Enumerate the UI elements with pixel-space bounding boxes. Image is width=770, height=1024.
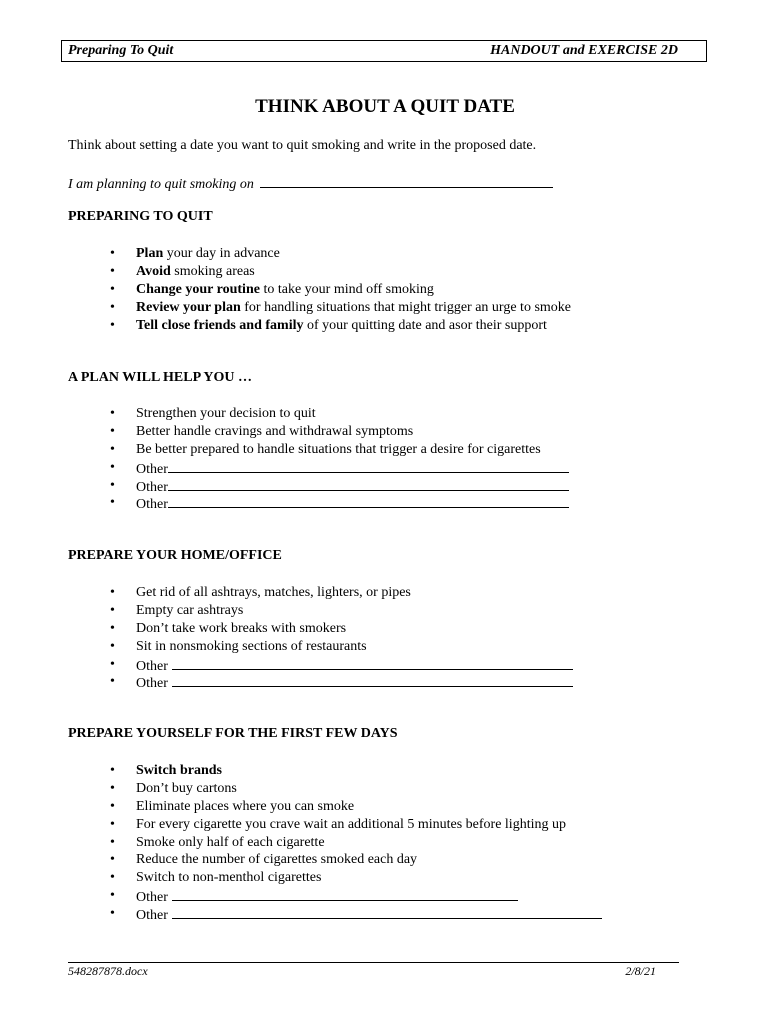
other-blank[interactable]	[168, 459, 569, 473]
list-item	[108, 816, 602, 834]
footer-date: 2/8/21	[625, 964, 656, 978]
plan-date-line	[68, 174, 553, 193]
item-text: to take your mind off smoking	[259, 281, 434, 297]
intro-text: Think about setting a date you want to quit smoking and write in the proposed date.	[68, 138, 537, 153]
list-item	[108, 834, 602, 852]
item-text: Other	[136, 658, 168, 674]
list-home-office	[108, 584, 573, 691]
list-item	[108, 602, 573, 620]
list-item	[108, 887, 602, 905]
item-text: Switch to non-menthol cigarettes	[136, 870, 322, 886]
list-item	[108, 869, 602, 887]
item-text: For every cigarette you crave wait an additional 5 minutes before lighting up	[136, 816, 566, 832]
item-text: Other	[136, 676, 168, 692]
other-blank[interactable]	[172, 656, 573, 670]
item-bold: Tell close friends and family	[136, 317, 304, 333]
heading-first-few-days: PREPARE YOURSELF FOR THE FIRST FEW DAYS	[68, 726, 398, 741]
footer-divider	[68, 962, 679, 963]
list-item	[108, 459, 569, 477]
item-text: Other	[136, 890, 168, 906]
item-text: Get rid of all ashtrays, matches, lighters, or pipes	[136, 585, 411, 600]
item-text: for handling situations that might trigger an urge to smoke	[240, 299, 571, 315]
item-text: Be better prepared to handle situations that trigger a desire for cigarettes	[136, 441, 541, 457]
heading-home-office: PREPARE YOUR HOME/OFFICE	[68, 548, 282, 563]
other-blank[interactable]	[168, 477, 569, 491]
item-text: Switch brands	[136, 763, 222, 778]
list-item	[108, 494, 569, 512]
list-item	[108, 620, 573, 638]
list-item	[108, 405, 569, 423]
list-item	[108, 673, 573, 691]
list-item	[108, 762, 602, 780]
list-item	[108, 851, 602, 869]
heading-preparing-to-quit: PREPARING TO QUIT	[68, 209, 213, 224]
item-bold: Avoid	[136, 263, 171, 279]
list-item	[108, 441, 569, 459]
item-text: your day in advance	[163, 246, 280, 261]
list-plan-will-help	[108, 405, 569, 512]
list-item	[108, 798, 602, 816]
list-item	[108, 263, 571, 281]
other-blank[interactable]	[172, 887, 518, 901]
list-item	[108, 281, 571, 299]
plan-date-label: I am planning to quit smoking on	[68, 177, 254, 192]
item-text: Strengthen your decision to quit	[136, 406, 316, 421]
item-bold: Change your routine	[136, 281, 260, 297]
list-item	[108, 317, 571, 335]
item-text: Other	[136, 461, 168, 477]
list-item	[108, 245, 571, 263]
footer-filename: 548287878.docx	[68, 964, 148, 978]
list-preparing-to-quit	[108, 245, 571, 334]
item-bold: Review your plan	[136, 299, 241, 315]
page-header	[61, 40, 707, 62]
item-text: Don’t buy cartons	[136, 780, 237, 796]
other-blank[interactable]	[172, 673, 573, 687]
item-text: Sit in nonsmoking sections of restaurants	[136, 638, 367, 654]
other-blank[interactable]	[172, 905, 602, 919]
other-blank[interactable]	[168, 494, 569, 508]
item-text: Don’t take work breaks with smokers	[136, 620, 347, 636]
item-text: Smoke only half of each cigarette	[136, 834, 325, 850]
list-item	[108, 656, 573, 674]
item-text: Better handle cravings and withdrawal symptoms	[136, 423, 414, 439]
item-text: Reduce the number of cigarettes smoked each day	[136, 852, 418, 868]
item-text: Other	[136, 479, 168, 495]
list-item	[108, 299, 571, 317]
item-text: Other	[136, 908, 168, 924]
item-text: Empty car ashtrays	[136, 602, 244, 618]
item-text: Other	[136, 497, 168, 513]
plan-date-blank[interactable]	[260, 174, 553, 188]
item-text: of your quitting date and asor their support	[303, 317, 547, 333]
item-text: smoking areas	[170, 263, 255, 279]
list-item	[108, 905, 602, 923]
header-right-title: HANDOUT and EXERCISE 2D	[490, 43, 678, 58]
item-text: Eliminate places where you can smoke	[136, 798, 355, 814]
item-bold: Plan	[136, 246, 164, 261]
list-item	[108, 423, 569, 441]
list-item	[108, 780, 602, 798]
list-first-few-days	[108, 762, 602, 923]
header-left-title: Preparing To Quit	[68, 43, 174, 58]
list-item	[108, 477, 569, 495]
list-item	[108, 638, 573, 656]
page-title: THINK ABOUT A QUIT DATE	[255, 96, 515, 117]
list-item	[108, 584, 573, 602]
heading-plan-will-help: A PLAN WILL HELP YOU …	[68, 370, 252, 385]
